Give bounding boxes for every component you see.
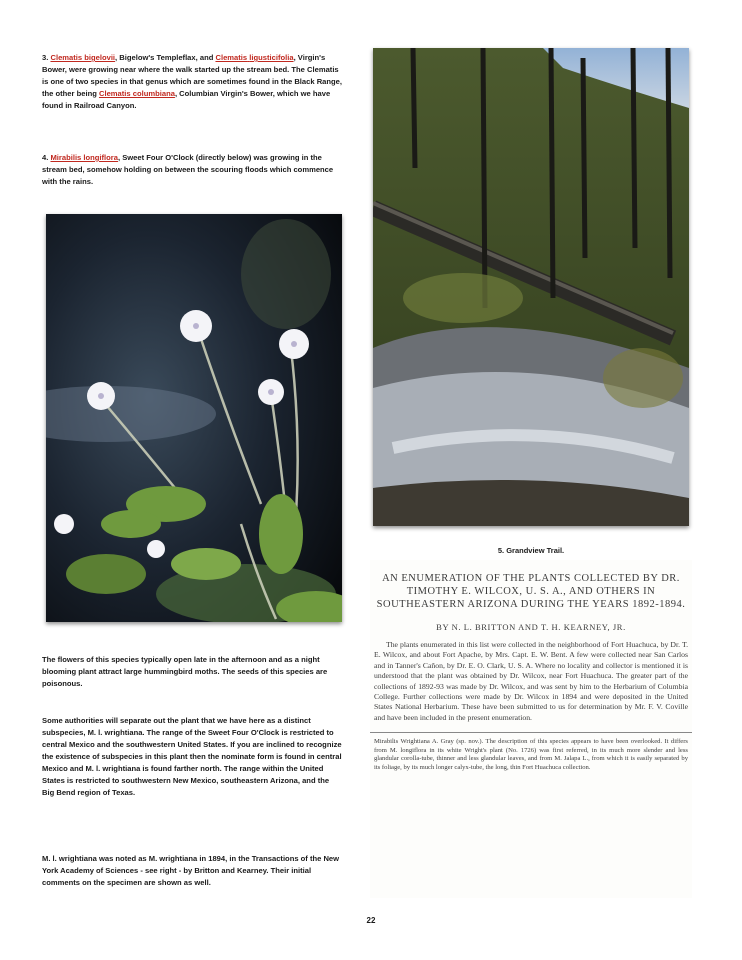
trail-photo-caption: 5. Grandview Trail. [497, 546, 565, 555]
clematis-columbiana-link[interactable]: Clematis columbiana [98, 89, 175, 98]
paragraph-mirabilis: 4. Mirabilis longiflora, Sweet Four O'Clock (directly below) was growing in the stream bed, somehow holding on between the scouring floods which commence with the rains. [42, 153, 334, 186]
paragraph-subspecies: Some authorities will separate out the plant that we have here as a distinct subspecies, M. l. wrightiana. The range of the Sweet Four O'Clock is restricted to central Mexico and the southwestern United States. If you are inclined to recognize the existence of subspecies in this plant then the nominate form is found in central Mexico and M. l. wrightiana is found farther north. The range within the United States is restricted to southwestern New Mexico, southeastern Arizona, and the Big Bend region of Texas. [42, 716, 342, 797]
flower-illustration [46, 214, 342, 622]
four-oclock-flower-photo [46, 214, 342, 622]
scan-body: The plants enumerated in this list were collected in the neighborhood of Fort Huachuca, by Dr. T. E. Wilcox, and about Fort Apache, by Mrs. Capt. E. W. Bent. A few were collected near San Carlos and in Tanner's Cañon, by Dr. E. O. Clark, U. S. A. Where no locality and collector is mentioned it is understood that the plant was obtained by Dr. Wilcox, near Fort Huachuca. The greater part of the collections of 1892-93 was made by Dr. Wilcox, and was sent by him to the Herbarium of Columbia College. Further collections were made by Dr. Wilcox in 1894 and were deposited in the United States National Herbarium. These have been submitted to us for determination by Mr. F. V. Coville and have been included in the present enumeration. [374, 640, 688, 722]
paragraph-clematis: 3. Clematis bigelovii, Bigelow's Templeflax, and Clematis ligusticifolia, Virgin's Bower, were growing near where the walk started up the stream bed. The Clematis is one of two species in that genus which are sometimes found in the Black Range, the other being Clematis columbiana, Columbian Virgin's Bower, which we have found in Railroad Canyon. [42, 53, 343, 110]
clematis-ligusticifolia-link[interactable]: Clematis ligusticifolia [215, 53, 294, 62]
page-number: 22 [366, 916, 376, 925]
scan-footnote: Mirabilis Wrightiana A. Gray (sp. nov.). The description of this species appears to have been overlooked. It differs from M. longiflora in its white Wright's plant (No. 1726) was first referred, in its much more slender and less glandular corolla-tube, thinner and less glandular leaves, and from M. Jalapa L., from which it is easily separated by its foliage, by its much longer calyx-tube, the long, thin Fort Huachuca collection. [374, 738, 688, 772]
grandview-trail-photo [373, 48, 689, 526]
scanned-enumeration-excerpt [370, 560, 692, 898]
scan-divider [370, 732, 692, 733]
clematis-bigelovii-link[interactable]: Clematis bigelovii [50, 53, 116, 62]
paragraph-bloom-time: The flowers of this species typically open late in the afternoon and as a night blooming plant attract large hummingbird moths. The seeds of this species are poisonous. [42, 655, 328, 688]
scan-author: BY N. L. BRITTON AND T. H. KEARNEY, JR. [436, 622, 626, 632]
paragraph-wrightiana-history: M. l. wrightiana was noted as M. wrightiana in 1894, in the Transactions of the New York Academy of Sciences - see right - by Britton and Kearney. Their initial comments on the specimen are shown as well. [42, 854, 340, 887]
scan-title: AN ENUMERATION OF THE PLANTS COLLECTED BY DR. TIMOTHY E. WILCOX, U. S. A., AND OTHERS IN SOUTHEASTERN ARIZONA DURING THE YEARS 1892-1894. [376, 573, 686, 610]
mirabilis-longiflora-link[interactable]: Mirabilis longiflora [50, 153, 118, 162]
trail-illustration [373, 48, 689, 526]
